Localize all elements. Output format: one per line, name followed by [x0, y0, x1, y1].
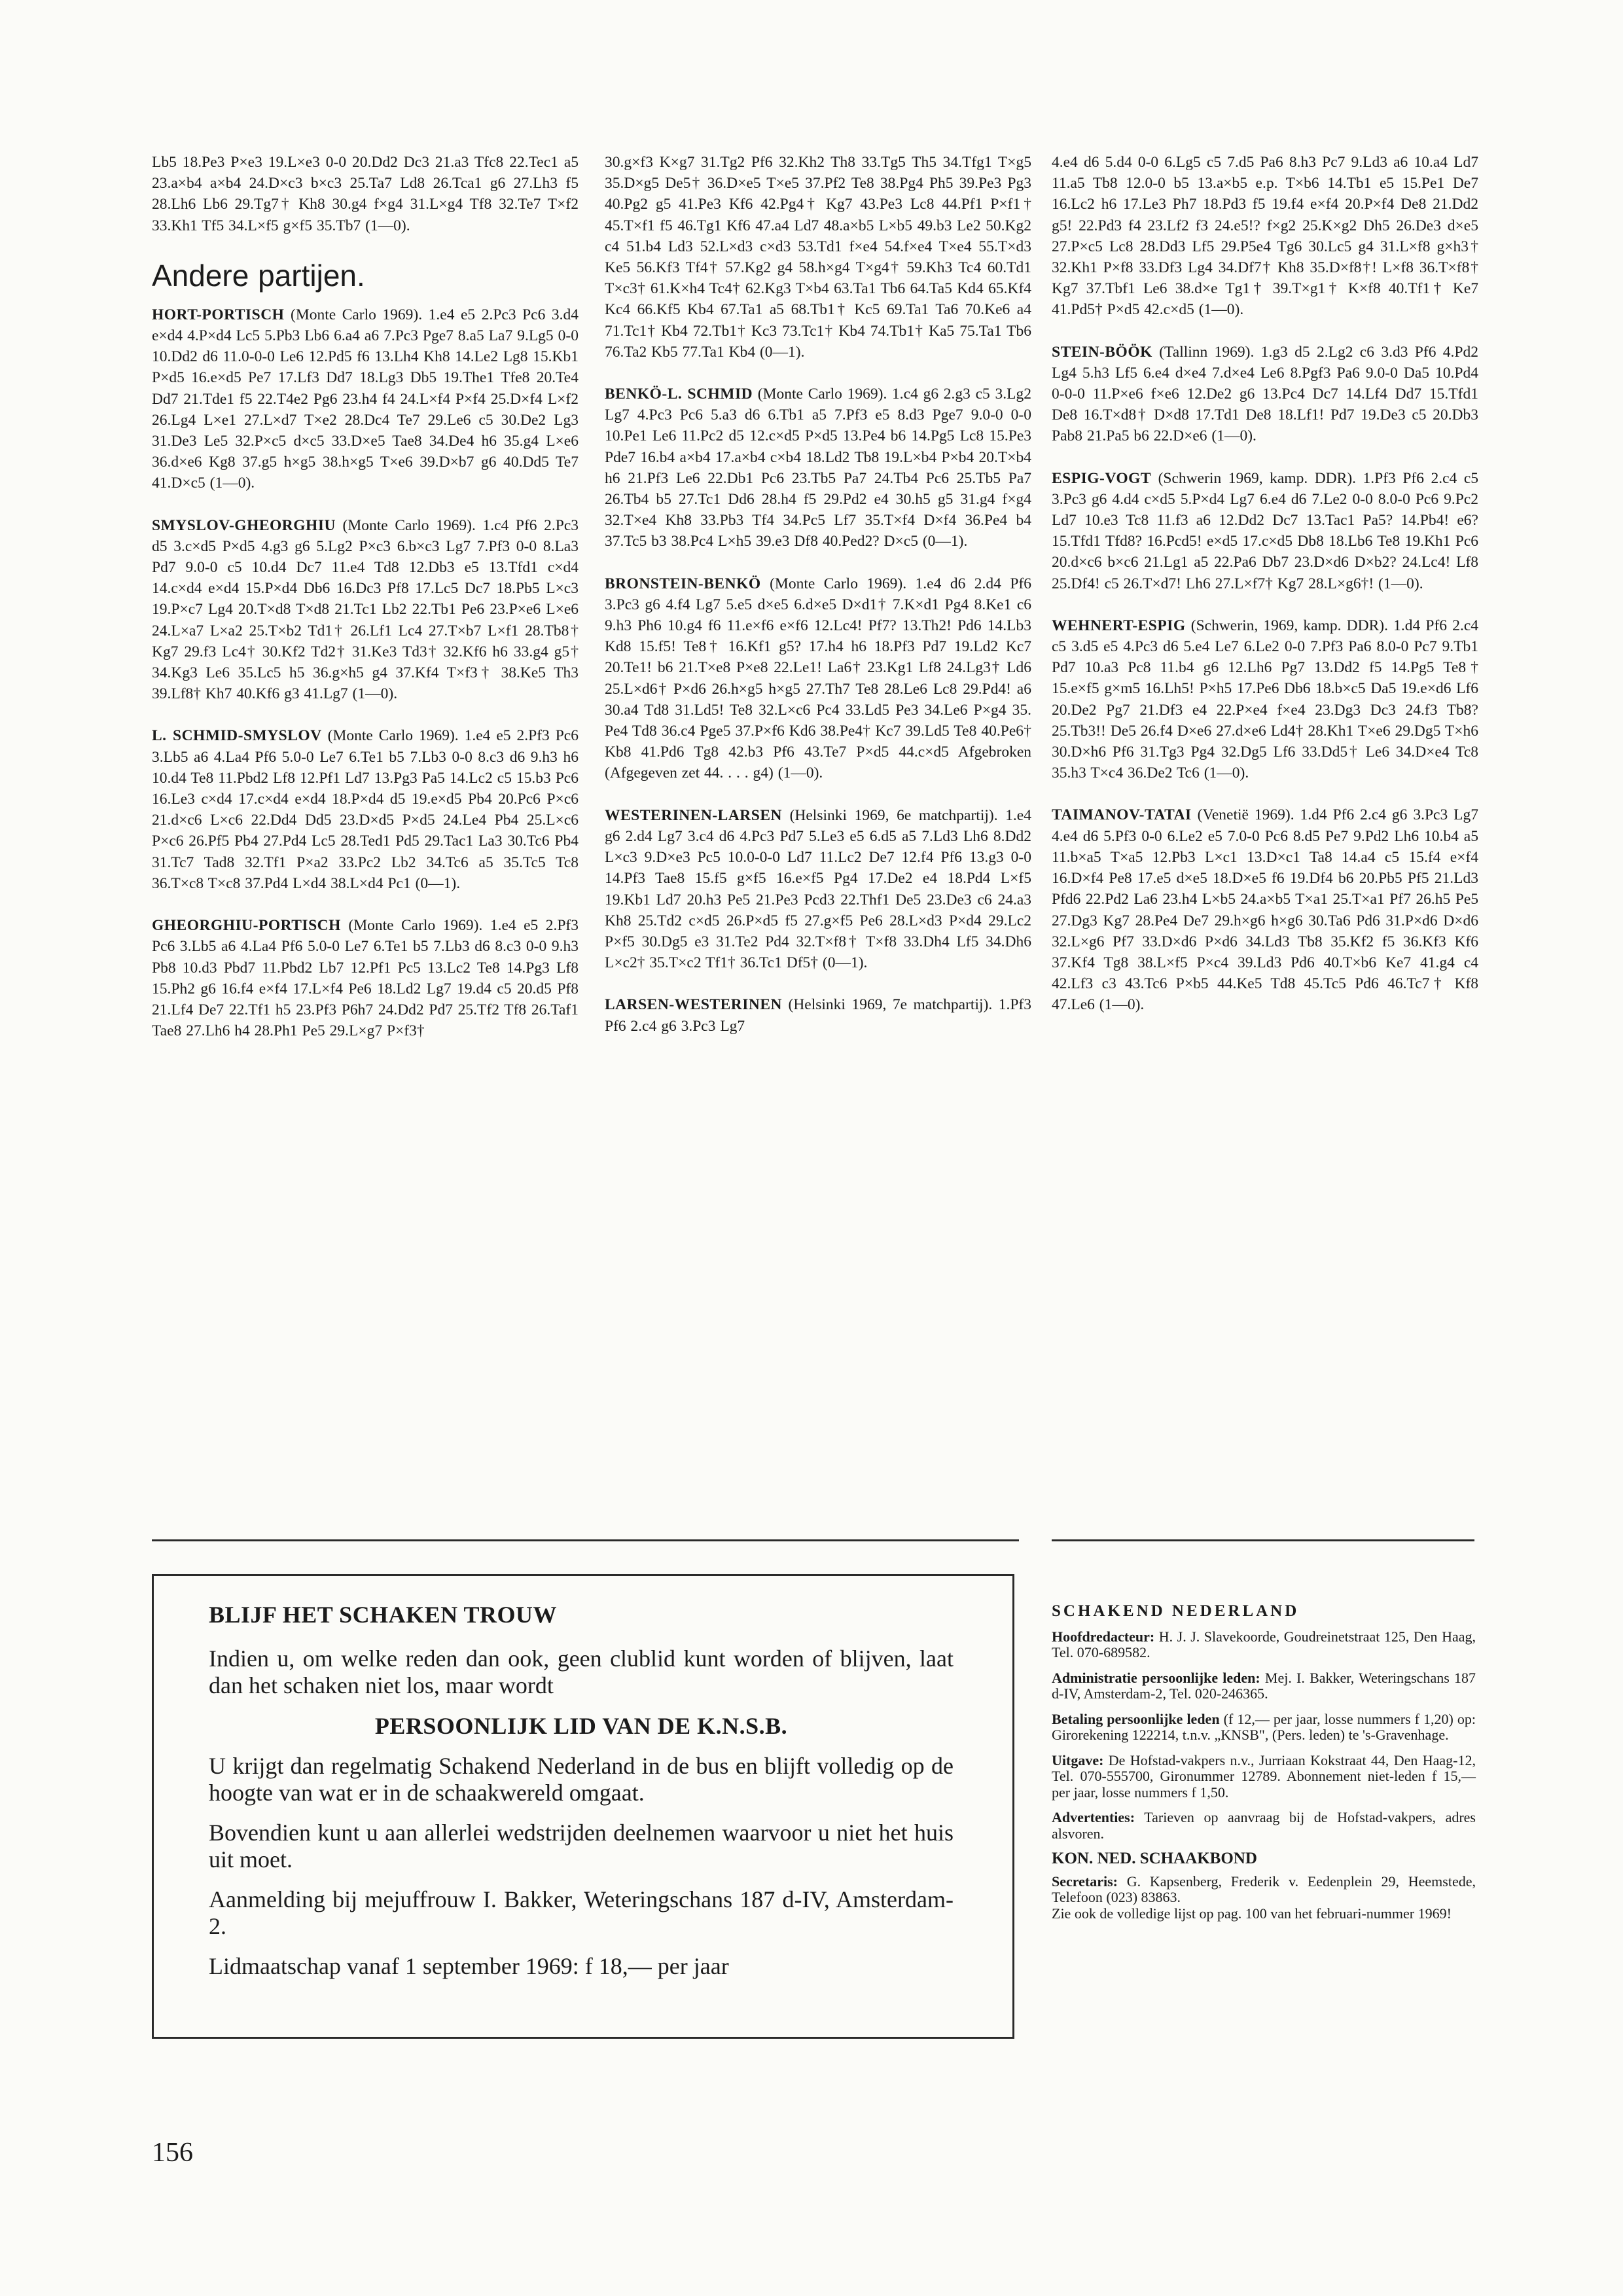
imprint-note: Zie ook de volledige lijst op pag. 100 van het februari-nummer 1969! [1052, 1905, 1452, 1922]
game-players: HORT-PORTISCH [152, 306, 285, 323]
imprint-item [1052, 1810, 1476, 1842]
bottom-rule-right [1052, 1539, 1474, 1541]
box-paragraph-5: Lidmaatschap vanaf 1 september 1969: f 18,— per jaar [209, 1953, 729, 1979]
imprint-label: Secretaris: [1052, 1873, 1118, 1890]
game-players: GHEORGHIU-PORTISCH [152, 917, 341, 935]
imprint-item [1052, 1629, 1476, 1661]
game-moves: (Venetië 1969). 1.d4 Pf6 2.c4 g6 3.Pc3 Lg7 4.e4 d6 5.Pf3 0-0 6.Le2 e5 7.0-0 Pc6 8.d5 Pe7 9.Pd2 Lh6 10.b4 a5 11.b×a5 T×a5 12.Pb3 L×c1 13.D×c1 Ta8 14.a4 c5 15.f4 e×f4 16.D×f4 Pe8 17.e5 d×e5 18.D×e5 f6 19.Df4 b6 20.Pb5 Pf5 21.Ld3 Pfd6 22.Pd2 La6 23.h4 L×b5 24.a×b5 T×a1 25.T×a1 Pf7 26.h5 Pe5 27.Dg3 Kg7 28.Pe4 De7 29.h×g6 h×g6 30.Ta6 Pd6 31.P×d6 D×d6 32.L×g6 Pf7 33.D×d6 P×d6 34.Ld3 Tb8 35.Kf2 f5 36.Kf3 Kf6 37.Kf4 Tg8 38.L×f5 P×c4 39.Ld3 Pd6 40.T×b6 Ke7 41.g4 c4 42.Lf3 c3 43.Tc6 P×b5 44.Ke5 Td8 45.Tc5 Pd6 46.Tc7† Kf8 47.Le6 (1—0). [1052, 806, 1478, 1014]
imprint-text: G. Kapsenberg, Frederik v. Eedenplein 29, Heemstede, Telefoon (023) 83863. [1052, 1873, 1476, 1905]
game-record [152, 304, 579, 494]
game-moves: 4.e4 d6 5.d4 0-0 6.Lg5 c5 7.d5 Pa6 8.h3 Pc7 9.Ld3 a6 10.a4 Ld7 11.a5 Tb8 12.0-0 b5 13.a×b5 e.p. T×b6 14.Tb1 e5 15.Pe1 De7 16.Lc2 h6 17.Le3 Ph7 18.Pd3 f5 19.f4 e×f4 20.P×f4 De8 21.Dd2 g5! 22.Pd3 f4 23.Lf2 f3 24.e5!? f×g2 25.K×g2 Dh5 26.De3 d×e5 27.P×c5 Lc8 28.Dd3 Lf5 29.P5e4 Tg6 30.Lc5 g4 31.L×f8 g×h3† 32.Kh1 P×f8 33.Df3 Lg4 34.Df7† Kh8 35.D×f8†! L×f8 36.T×f8† Kg7 37.Tbf1 Le6 38.d×e Tg1† 39.T×g1† K×f8 40.Tf1† Ke7 41.Pd5† P×d5 42.c×d5 (1—0). [1052, 154, 1478, 319]
imprint-label: Hoofdredacteur: [1052, 1628, 1155, 1645]
section-heading: Andere partijen. [152, 258, 365, 293]
game-record [605, 152, 1031, 363]
imprint-text: H. J. J. Slavekoorde, Goudreinetstraat 125, Den Haag, Tel. 070-689582. [1052, 1628, 1476, 1660]
bottom-rule-left [152, 1539, 1019, 1541]
imprint [1052, 1604, 1476, 1931]
game-record [605, 573, 1031, 784]
box-paragraph-2: U krijgt dan regelmatig Schakend Nederland in de bus en blijft volledig op de hoogte van wat er in de schaakwereld omgaat. [209, 1753, 954, 1806]
game-moves: (Helsinki 1969, 6e matchpartij). 1.e4 g6 2.d4 Lg7 3.c4 d6 4.Pc3 Pd7 5.Le3 e5 6.d5 a5 7.Ld3 Lh6 8.Dd2 L×c3 9.D×e3 Pc5 10.0-0-0 Ld7 11.Lc2 De7 12.f4 Pf6 13.g3 0-0 14.Pf3 Tae8 15.f5 g×f5 16.e×f5 Pg4 17.De2 e4 18.Pd4 L×f5 19.Kb1 Ld7 20.h3 Pe5 21.Pe3 Pcd3 22.Thf1 De5 23.De3 c6 24.a3 Kh8 25.Td2 c×d5 26.P×d5 f5 27.g×f5 Pe6 28.L×d3 P×d4 29.Lc2 P×f5 30.Dg5 e3 31.Te2 Pd4 32.T×f8† T×f8 33.Dh4 Lf5 34.Dh6 L×c2† 35.T×c2 Tf1† 36.Tc1 Df5† (0—1). [605, 806, 1031, 972]
page-number: 156 [152, 2138, 193, 2168]
game-moves: (Tallinn 1969). 1.g3 d5 2.Lg2 c6 3.d3 Pf6 4.Pd2 Lg4 5.h3 Lf5 6.e4 d×e4 7.d×e4 Le6 8.Pgf3 Pa6 9.0-0 Da5 10.Pd4 0-0-0 11.P×e6 f×e6 12.De2 g6 13.Pc4 Dc7 14.Lf4 Dd7 15.Tfd1 De8 16.T×d8† D×d8 17.Td1 De8 18.Lf1! Pd7 19.De3 c5 20.Db3 Pab8 21.Pa5 b6 22.D×e6 (1—0). [1052, 343, 1478, 445]
game-moves: 30.g×f3 K×g7 31.Tg2 Pf6 32.Kh2 Th8 33.Tg5 Th5 34.Tfg1 T×g5 35.D×g5 De5† 36.D×e5 T×e5 37.Pf2 Te8 38.Pg4 Ph5 39.Pe3 Pg3 40.Pg2 g5 41.Pe3 Kf6 42.Pg4† Kg7 43.Pe3 Lc8 44.Pf1 P×f1† 45.T×f1 f5 46.Tg1 Kf6 47.a4 Ld7 48.a×b5 L×b5 49.b3 Le2 50.Kg2 c4 51.b4 Ld3 52.L×d3 c×d3 53.Td1 f×e4 54.f×e4 T×e4 55.T×d3 Ke5 56.Kf3 Tf4† 57.Kg2 g4 58.h×g4 T×g4† 59.Kh3 Tc4 60.Td1 T×c3† 61.K×h4 Tc4† 62.Kg3 T×b4 63.Ta1 Tb6 64.Ta5 Kd4 65.Kf4 Kc4 66.Kf5 Kb4 67.Ta1 a5 68.Tb1† Kc5 69.Ta1 Ta6 70.Ke6 a4 71.Tc1† Kb4 72.Tb1† Kc3 73.Tc1† Kb4 74.Tb1† Ka5 75.Ta1 Tb6 76.Ta2 Kb5 77.Ta1 Kb4 (0—1). [605, 154, 1031, 361]
game-record [152, 915, 579, 1041]
game-moves: (Schwerin, 1969, kamp. DDR). 1.d4 Pf6 2.c4 c5 3.d5 e5 4.Pc3 d6 5.e4 Le7 6.Le2 0-0 7.Pf3 Pa6 8.0-0 Pc7 9.Tb1 Pd7 10.a3 Pc8 11.b4 g6 12.Lh6 Pg7 13.Dd2 f5 14.Pg5 Te8† 15.e×f5 g×m5 16.Lh5! P×h5 17.Pe6 Db6 18.b×c5 Da5 19.e×d6 Lf6 20.De2 Pg7 21.Df3 e4 22.P×e4 f×e4 23.Dg3 Dc3 24.f3 Tb8? 25.Tb3!! De5 26.f4 D×e6 27.d×e6 Ld4† 28.Kh1 T×e6 29.Dg5 T×h6 30.D×h6 Pf6 31.Tg3 Pg4 32.Dg5 Lf6 33.Dd5† Le6 34.D×e4 Tc8 35.h3 T×c4 36.De2 Tc6 (1—0). [1052, 617, 1478, 782]
game-players: LARSEN-WESTERINEN [605, 996, 782, 1014]
box-title: BLIJF HET SCHAKEN TROUW [209, 1602, 557, 1628]
imprint-item [1052, 1712, 1476, 1744]
box-paragraph-1: Indien u, om welke reden dan ook, geen clublid kunt worden of blijven, laat dan het schaken niet los, maar wordt [209, 1645, 954, 1698]
imprint-text: (f 12,— per jaar, losse nummers f 1,20) op: Girorekening 122214, t.n.v. „KNSB", (Pers. leden) te 's-Gravenhage. [1052, 1710, 1476, 1743]
game-players: BRONSTEIN-BENKÖ [605, 575, 761, 592]
game-record [152, 152, 579, 236]
game-players: SMYSLOV-GHEORGHIU [152, 516, 336, 534]
game-moves: (Monte Carlo 1969). 1.e4 e5 2.Pc3 Pc6 3.d4 e×d4 4.P×d4 Lc5 5.Pb3 Lb6 6.a4 a6 7.Pc3 Pge7 8.a5 La7 9.Lg5 0-0 10.Dd2 d6 11.0-0-0 Le6 12.Pd5 f6 13.Lh4 Kh8 14.Le2 Lg8 15.Kb1 P×d5 16.e×d5 Pe7 17.Lf3 Dd7 18.Lg3 Db5 19.The1 Tfe8 20.Te4 Dd7 21.Tde1 f5 22.T4e2 Pg6 23.h4 f4 24.L×f4 P×f4 25.D×f4 L×f2 26.Lg4 L×e1 27.L×d7 T×e2 28.Dc4 Te7 29.Le6 c5 30.De2 Lg3 31.De3 Le5 32.P×c5 d×c5 33.D×e5 Tae8 34.De4 h6 35.g4 L×e6 36.d×e6 Kg8 37.g5 h×g5 38.h×g5 T×e6 39.D×b7 g6 40.Dd5 Te7 41.D×c5 (1—0). [152, 306, 579, 492]
imprint-text: Mej. I. Bakker, Weteringschans 187 d-IV, Amsterdam-2, Tel. 020-246365. [1052, 1669, 1476, 1702]
game-record [605, 994, 1031, 1036]
game-record [1052, 342, 1478, 447]
imprint-secretary [1052, 1874, 1476, 1922]
imprint-text: Tarieven op aanvraag bij de Hofstad-vakpers, adres alsvoren. [1052, 1809, 1476, 1842]
imprint-title-2: KON. NED. SCHAAKBOND [1052, 1850, 1257, 1867]
box-subtitle: PERSOONLIJK LID VAN DE K.N.S.B. [374, 1713, 788, 1739]
game-record [1052, 615, 1478, 784]
game-record [1052, 468, 1478, 594]
game-players: STEIN-BÖÖK [1052, 343, 1152, 361]
imprint-label: Uitgave: [1052, 1751, 1104, 1768]
game-moves: (Helsinki 1969, 7e matchpartij). 1.Pf3 Pf6 2.c4 g6 3.Pc3 Lg7 [605, 996, 1031, 1035]
box-paragraph-3: Bovendien kunt u aan allerlei wedstrijden deelnemen waarvoor u niet het huis uit moet. [209, 1820, 954, 1873]
column-3 [1052, 152, 1478, 1037]
game-moves: (Monte Carlo 1969). 1.c4 g6 2.g3 c5 3.Lg2 Lg7 4.Pc3 Pc6 5.a3 d6 6.Tb1 a5 7.Pf3 e5 8.d3 Pge7 9.0-0 0-0 10.Pe1 Le6 11.Pc2 d5 12.c×d5 P×d5 13.Pe4 b6 14.Pg5 Lc8 15.Pe3 Pde7 16.b4 a×b4 17.a×b4 c×b4 18.Ld2 Tb8 19.L×b4 P×b4 20.T×b4 h6 21.Pf3 Le6 22.Db1 Pc6 23.Tb5 Pa7 24.Tb4 Pc6 25.Tb5 Pa7 26.Tb4 b5 27.Tc1 Dd6 28.h4 f5 29.Pd2 e4 30.h5 g5 31.g4 f×g4 32.T×e4 Kh8 33.Pb3 Tf4 34.Pc5 Lf7 35.T×f4 D×f4 36.Pe4 b4 37.Tc5 b3 38.Pc4 L×h5 39.e3 Df8 40.Ped2? D×c5 (0—1). [605, 386, 1031, 550]
imprint-title: SCHAKEND NEDERLAND [1052, 1602, 1300, 1620]
game-record [152, 515, 579, 705]
imprint-item [1052, 1670, 1476, 1702]
game-moves: Lb5 18.Pe3 P×e3 19.L×e3 0-0 20.Dd2 Dc3 21.a3 Tfc8 22.Tec1 a5 23.a×b4 a×b4 24.D×c3 b×c3 25.Ta7 Ld8 26.Tca1 g6 27.Lh3 f5 28.Lh6 Lb6 29.Tg7† Kh8 30.g4 f×g4 31.L×g4 Tf8 32.Te7 T×f2 33.Kh1 Tf5 34.L×f5 g×f5 35.Tb7 (1—0). [152, 154, 579, 234]
game-moves: (Monte Carlo 1969). 1.c4 Pf6 2.Pc3 d5 3.c×d5 P×d5 4.g3 g6 5.Lg2 P×c3 6.b×c3 Lg7 7.Pf3 0-0 8.La3 Pd7 9.0-0 c5 10.d4 Dc7 11.e4 Td8 12.Db3 e5 13.Tfd1 c×d4 14.c×d4 e×d4 15.P×d4 Db6 16.Dc3 Pf8 17.Lc5 Dc7 18.Pb5 L×c3 19.P×c7 Lg4 20.T×d8 T×d8 21.Tc1 Lb2 22.Tb1 Pe6 23.P×e6 L×e6 24.L×a7 L×a2 25.T×b2 Td1† 26.Lf1 Lc4 27.T×b7 L×f1 28.Tb8† Kg7 29.f3 Lc4† 30.Kf2 Td2† 31.Ke3 Td3† 32.Kf6 h6 33.g4 g5† 34.Kg3 Le6 35.Lc5 h5 36.g×h5 g4 37.Kf4 T×f3† 38.Ke5 Th3 39.Lf8† Kh7 40.Kf6 g3 41.Lg7 (1—0). [152, 516, 579, 703]
game-players: L. SCHMID-SMYSLOV [152, 727, 322, 745]
imprint-item [1052, 1753, 1476, 1801]
game-record [605, 805, 1031, 974]
imprint-label: Administratie persoonlijke leden: [1052, 1669, 1260, 1686]
imprint-text: De Hofstad-vakpers n.v., Jurriaan Kokstraat 44, Den Haag-12, Tel. 070-555700, Gironummer 12789. Abonnement niet-leden f 15,— per jaar, losse nummers f 1,50. [1052, 1751, 1476, 1801]
game-record [152, 725, 579, 894]
box-paragraph-4: Aanmelding bij mejuffrouw I. Bakker, Weteringschans 187 d-IV, Amsterdam-2. [209, 1886, 954, 1939]
game-players: WESTERINEN-LARSEN [605, 806, 782, 824]
game-record [1052, 804, 1478, 1015]
game-record [605, 384, 1031, 552]
column-2 [605, 152, 1031, 1058]
game-moves: (Monte Carlo 1969). 1.e4 e5 2.Pf3 Pc6 3.Lb5 a6 4.La4 Pf6 5.0-0 Le7 6.Te1 b5 7.Lb3 0-0 8.c3 d6 9.h3 h6 10.d4 Te8 11.Pbd2 Lf8 12.Pf1 Ld7 13.Pg3 Pa5 14.Lc2 c5 15.b3 Pc6 16.Le3 c×d4 17.c×d4 e×d4 18.P×d4 d5 19.e×d5 Pb4 20.Pc6 P×c6 21.d×c6 L×c6 22.Dd4 Dd5 23.D×d5 P×d5 24.Le4 Pb4 25.L×c6 P×c6 26.Pf5 Pb4 27.Pd4 Lc5 28.Ted1 Pd5 29.Tac1 La3 30.Tc6 Pb4 31.Tc7 Tad8 32.Tf1 P×a2 33.Pc2 Lb2 34.Tc6 a5 35.Tc5 Tc8 36.T×c8 T×c8 37.Pd4 L×d4 38.L×d4 Pc1 (0—1). [152, 727, 579, 892]
game-moves: (Monte Carlo 1969). 1.e4 e5 2.Pf3 Pc6 3.Lb5 a6 4.La4 Pf6 5.0-0 Le7 6.Te1 b5 7.Lb3 d6 8.c3 0-0 9.h3 Pb8 10.d3 Pbd7 11.Pbd2 Lb7 12.Pf1 Pc5 13.Lc2 Te8 14.Pg3 Lf8 15.Ph2 g6 16.f4 e×f4 17.L×f4 Pe6 18.Ld2 Lg7 19.d4 c5 20.d5 Pf8 21.Lf4 De7 22.Tf1 h5 23.Pf3 P6h7 24.Dd2 Pd7 25.Tf2 Tf8 26.Taf1 Tae8 27.Lh6 h4 28.Ph1 Pe5 29.L×g7 P×f3† [152, 917, 579, 1040]
game-moves: (Monte Carlo 1969). 1.e4 d6 2.d4 Pf6 3.Pc3 g6 4.f4 Lg7 5.e5 d×e5 6.d×e5 D×d1† 7.K×d1 Pg4 8.Ke1 c6 9.h3 Ph6 10.g4 f6 11.e×f6 e×f6 12.Lc4! Pf7? 13.Th2! Pd6 14.Lb3 Kd8 15.f5! Te8† 16.Kf1 g5? 17.h4 h6 18.Pf3 Pd7 19.Ld2 Kc7 20.Te1! b6 21.T×e8 P×e8 22.Le1! La6† 23.Kg1 Lf8 24.Lg3† Ld6 25.L×d6† P×d6 26.h×g5 h×g5 27.Th7 Te8 28.Le6 Lc8 29.Pd4! a6 30.a4 Td8 31.Ld5! Te8 32.L×c6 Pc4 33.Ld5 Pe3 34.Le6 P×g4 35. Pe4 Td8 36.c4 Pge5 37.P×f6 Kd6 38.Pe4† Kc7 39.Ld5 Te8 40.Pe6† Kb8 41.Pd6 Tg8 42.b3 Pf6 43.Te7 P×d5 44.c×d5 Afgebroken (Afgegeven zet 44. . . . g4) (1—0). [605, 575, 1031, 782]
game-players: WEHNERT-ESPIG [1052, 617, 1186, 634]
game-players: BENKÖ-L. SCHMID [605, 386, 753, 403]
game-players: ESPIG-VOGT [1052, 469, 1152, 487]
membership-box [152, 1574, 1014, 2039]
imprint-label: Betaling persoonlijke leden [1052, 1710, 1220, 1727]
imprint-label: Advertenties: [1052, 1809, 1135, 1825]
game-record [1052, 152, 1478, 321]
column-1 [152, 152, 579, 1062]
game-players: TAIMANOV-TATAI [1052, 806, 1192, 824]
game-moves: (Schwerin 1969, kamp. DDR). 1.Pf3 Pf6 2.c4 c5 3.Pc3 g6 4.d4 c×d5 5.P×d4 Lg7 6.e4 d6 7.Le2 0-0 8.0-0 Pc6 9.Pc2 Ld7 10.e3 Tc8 11.f3 a6 12.Dd2 Dc7 13.Tac1 Pa5? 14.Pb4! e6? 15.Tfd1 Tfd8? 16.Pcd5! e×d5 17.c×d5 Db8 18.Lb6 Te8 19.Kh1 Pc6 20.d×c6 b×c6 21.Lg1 a5 22.Pa6 Db7 23.D×d6 D×b2? 24.Lc4! Lf8 25.Df4! c5 26.T×d7! Lh6 27.L×f7† Kg7 28.L×g6†! (1—0). [1052, 469, 1478, 592]
